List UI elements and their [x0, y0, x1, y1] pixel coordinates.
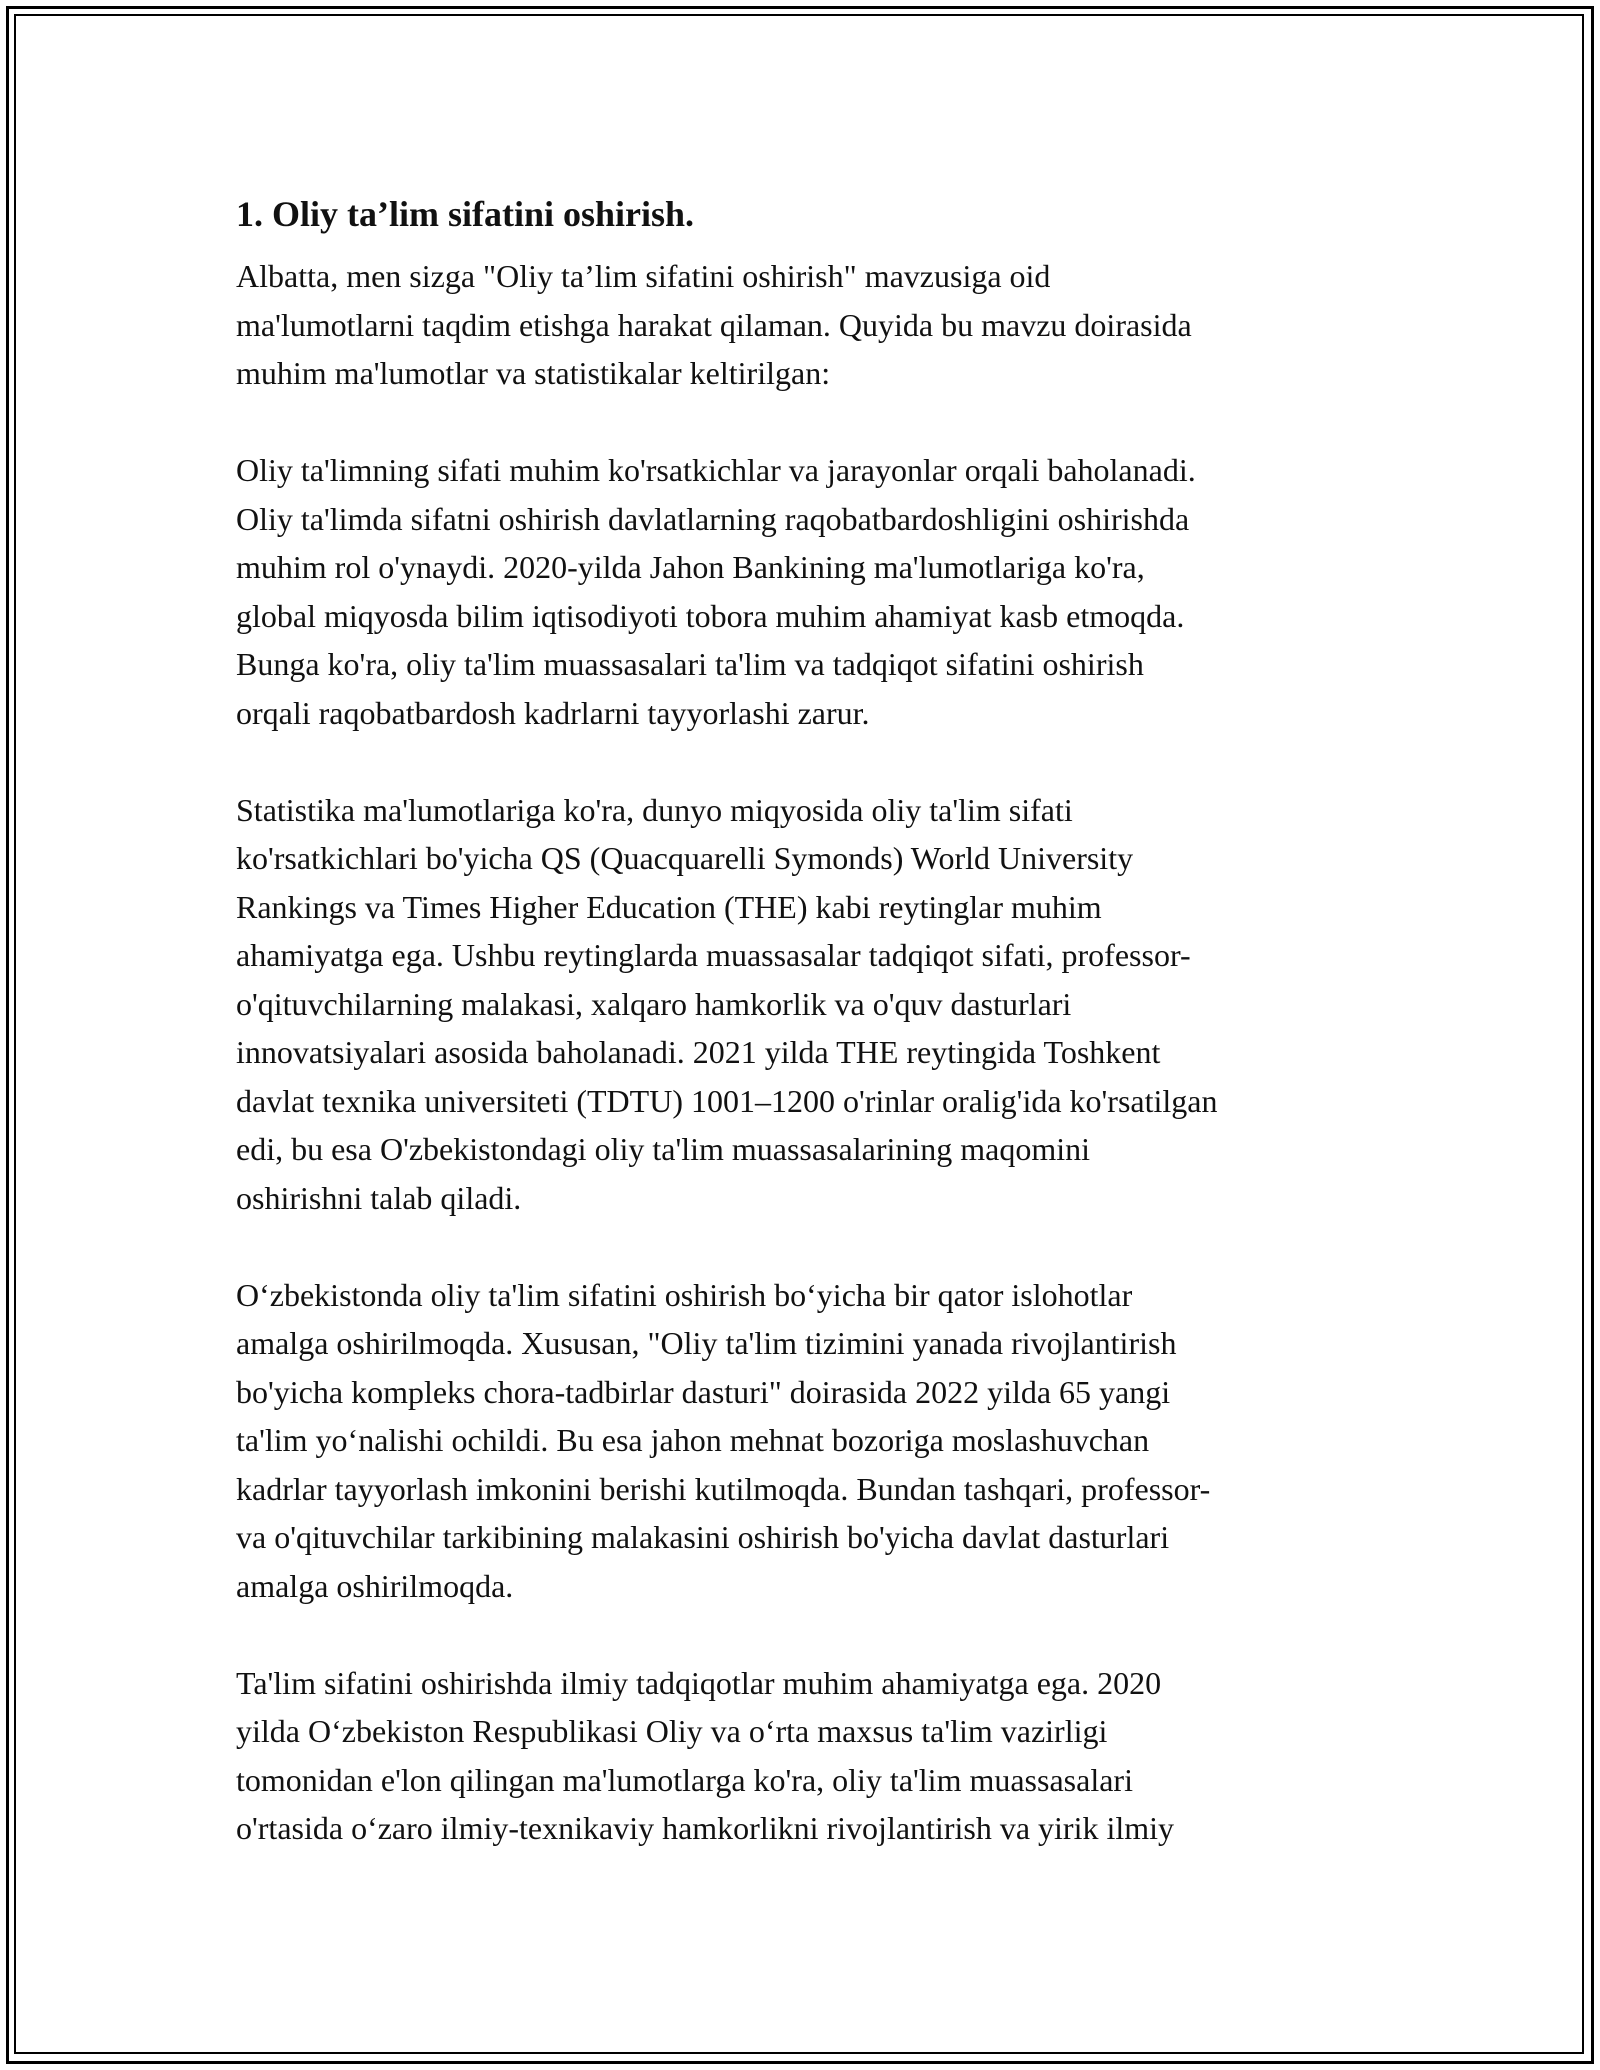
paragraph-research: [236, 1659, 1376, 1853]
text-line: Rankings va Times Higher Education (THE) kabi reytinglar muhim: [236, 888, 1102, 925]
text-line: o'rtasida o‘zaro ilmiy-texnikaviy hamkorlikni rivojlantirish va yirik ilmiy: [236, 1810, 1175, 1846]
text-line: tomonidan e'lon qilingan ma'lumotlarga ko'ra, oliy ta'lim muassasalari: [236, 1761, 1133, 1798]
text-line: ta'lim yo‘nalishi ochildi. Bu esa jahon mehnat bozoriga moslashuvchan: [236, 1422, 1150, 1458]
paragraph-reforms: [236, 1271, 1376, 1611]
text-line: amalga oshirilmoqda. Xususan, "Oliy ta'lim tizimini yanada rivojlantirish: [236, 1325, 1177, 1361]
text-line: O‘zbekistonda oliy ta'lim sifatini oshirish bo‘yicha bir qator islohotlar: [236, 1276, 1133, 1313]
text-line: ma'lumotlarni taqdim etishga harakat qilaman. Quyida bu mavzu doirasida: [236, 306, 1192, 343]
text-line: Oliy ta'limda sifatni oshirish davlatlarning raqobatbardoshligini oshirishda: [236, 500, 1190, 537]
text-line: va o'qituvchilar tarkibining malakasini oshirish bo'yicha davlat dasturlari: [236, 1519, 1170, 1555]
document-body: [236, 186, 1376, 1901]
text-line: Bunga ko'ra, oliy ta'lim muassasalari ta'lim va tadqiqot sifatini oshirish: [236, 646, 1144, 682]
section-heading: 1. Oliy ta’lim sifatini oshirish.: [236, 194, 695, 234]
paragraph-intro: [236, 252, 1376, 398]
text-line: ahamiyatga ega. Ushbu reytinglarda muassasalar tadqiqot sifati, professor-: [236, 937, 1191, 973]
text-line: Ta'lim sifatini oshirishda ilmiy tadqiqotlar muhim ahamiyatga ega. 2020: [236, 1664, 1162, 1701]
text-line: yilda O‘zbekiston Respublikasi Oliy va o‘rta maxsus ta'lim vazirligi: [236, 1713, 1108, 1749]
paragraph-rankings: [236, 786, 1376, 1223]
paragraph-quality-assessment: [236, 446, 1376, 737]
text-line: ko'rsatkichlari bo'yicha QS (Quacquarelli Symonds) World University: [236, 840, 1134, 876]
text-line: kadrlar tayyorlash imkonini berishi kutilmoqda. Bundan tashqari, professor-: [236, 1470, 1211, 1507]
text-line: davlat texnika universiteti (TDTU) 1001–1200 o'rinlar oralig'ida ko'rsatilgan: [236, 1082, 1218, 1119]
text-line: o'qituvchilarning malakasi, xalqaro hamkorlik va o'quv dasturlari: [236, 985, 1072, 1022]
text-line: Statistika ma'lumotlariga ko'ra, dunyo miqyosida oliy ta'lim sifati: [236, 791, 1073, 828]
text-line: orqali raqobatbardosh kadrlarni tayyorlashi zarur.: [236, 694, 870, 731]
text-line: muhim rol o'ynaydi. 2020-yilda Jahon Bankining ma'lumotlariga ko'ra,: [236, 549, 1145, 585]
text-line: amalga oshirilmoqda.: [236, 1567, 514, 1604]
text-line: innovatsiyalari asosida baholanadi. 2021 yilda THE reytingida Toshkent: [236, 1034, 1161, 1070]
text-line: oshirishni talab qiladi.: [236, 1179, 522, 1216]
text-line: Albatta, men sizga "Oliy ta’lim sifatini oshirish" mavzusiga oid: [236, 258, 1051, 294]
text-line: bo'yicha kompleks chora-tadbirlar dasturi" doirasida 2022 yilda 65 yangi: [236, 1373, 1171, 1410]
text-line: muhim ma'lumotlar va statistikalar keltirilgan:: [236, 355, 831, 391]
text-line: global miqyosda bilim iqtisodiyoti tobora muhim ahamiyat kasb etmoqda.: [236, 597, 1185, 634]
text-line: edi, bu esa O'zbekistondagi oliy ta'lim muassasalarining maqomini: [236, 1131, 1091, 1167]
text-line: Oliy ta'limning sifati muhim ko'rsatkichlar va jarayonlar orqali baholanadi.: [236, 452, 1196, 488]
